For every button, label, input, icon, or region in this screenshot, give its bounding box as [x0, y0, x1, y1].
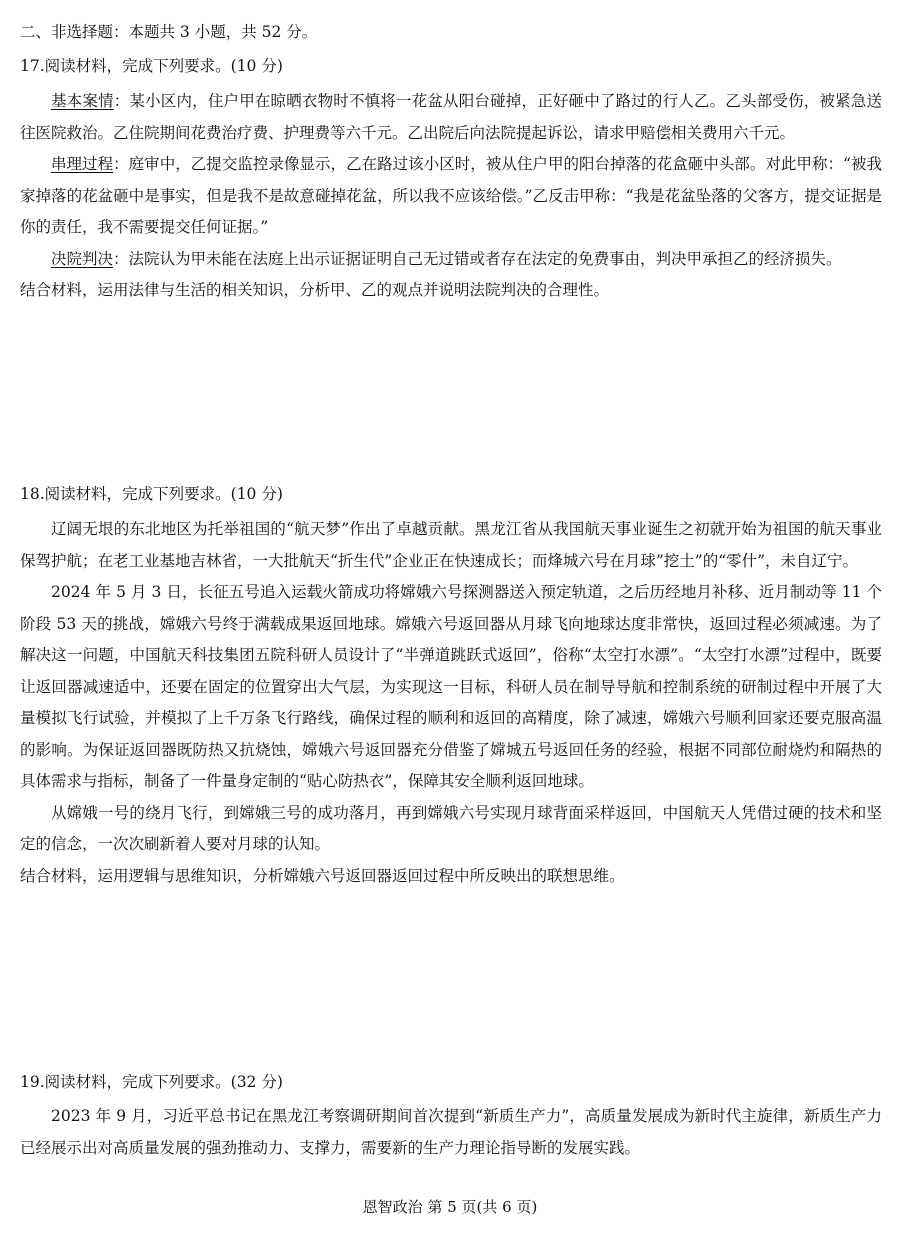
question-19-header: 19.阅读材料，完成下列要求。(32 分)	[20, 1073, 283, 1091]
q17-paragraph-case	[20, 86, 882, 149]
question-18-material	[20, 514, 882, 892]
question-19-material	[20, 1101, 882, 1164]
q17-paragraph-trial	[20, 149, 882, 244]
question-17-material	[20, 86, 882, 307]
section-header: 二、非选择题：本题共 3 小题，共 52 分。	[20, 23, 318, 41]
q18-paragraph-1: 辽阔无垠的东北地区为托举祖国的“航天梦”作出了卓越贡献。黑龙江省从我国航天事业诞生之初就开始为祖国的航天事业保驾护航；在老工业基地吉林省，一大批航天“折生代”企业正在快速成长；而烽城六号在月球”挖土”的“零什”，未自辽宁。	[20, 520, 882, 570]
q18-paragraph-2: 2024 年 5 月 3 日，长征五号追入运载火箭成功将嫦娥六号探测器送入预定轨道，之后历经地月补移、近月制动等 11 个阶段 53 天的挑战，嫦娥六号终于满载成果返回地球。嫦娥六号返回器从月球飞向地球达度非常快，返回过程必须减速。为了解决这一问题，中国航天科技集团五院科研人员设计了“半弹道跳跃式返回”，俗称“太空打水漂”。“太空打水漂”过程中，既要让返回器减速适中，还要在固定的位置穿出大气层，为实现这一目标，科研人员在制导导航和控制系统的研制过程中开展了大量模拟飞行试验，并模拟了上千万条飞行路线，确保过程的顺利和返回的高精度，除了减速，嫦娥六号顺利回家还要克服高温的影响。为保证返回器既防热又抗烧蚀，嫦娥六号返回器充分借鉴了嫦城五号返回任务的经验，根据不同部位耐烧灼和隔热的具体需求与指标，制备了一件量身定制的“贴心防热衣”，保障其安全顺利返回地球。	[20, 583, 882, 790]
q17-case-text: ：某小区内，住户甲在晾晒衣物时不慎将一花盆从阳台碰掉，正好砸中了路过的行人乙。乙头部受伤，被紧急送往医院救治。乙住院期间花费治疗费、护理费等六千元。乙出院后向法院提起诉讼，请求甲赔偿相关费用六千元。	[20, 92, 882, 142]
page-footer: 恩智政治 第 5 页(共 6 页)	[362, 1198, 538, 1216]
question-18-header: 18.阅读材料，完成下列要求。(10 分)	[20, 485, 283, 503]
q17-trial-text: ：庭审中，乙提交监控录像显示，乙在路过该小区时，被从住户甲的阳台掉落的花盒砸中头部。对此甲称：“被我家掉落的花盆砸中是事实，但是我不是故意碰掉花盆，所以我不应该给偿。”乙反击甲称：“我是花盆坠落的父客方，提交证据是你的责任，我不需要提交任何证据。”	[20, 155, 882, 236]
q18-task: 结合材料，运用逻辑与思维知识，分析嫦娥六号返回器返回过程中所反映出的联想思维。	[20, 866, 625, 885]
q17-judgment-text: ：法院认为甲未能在法庭上出示证据证明自己无过错或者存在法定的免费事由，判决甲承担乙的经济损失。	[113, 249, 842, 268]
q17-judgment-label: 决院判决	[51, 249, 114, 268]
q18-paragraph-3: 从嫦娥一号的绕月飞行，到嫦娥三号的成功落月，再到嫦娥六号实现月球背面采样返回，中国航天人凭借过硬的技术和坚定的信念，一次次刷新着人要对月球的认知。	[20, 803, 882, 853]
q17-paragraph-judgment	[20, 244, 882, 276]
q17-task: 结合材料，运用法律与生活的相关知识，分析甲、乙的观点并说明法院判决的合理性。	[20, 281, 610, 299]
q19-paragraph-1: 2023 年 9 月，习近平总书记在黑龙江考察调研期间首次提到“新质生产力”，高质量发展成为新时代主旋律，新质生产力已经展示出对高质量发展的强劲推动力、支撑力，需要新的生产力理论指导断的发展实践。	[20, 1107, 882, 1157]
q17-case-label: 基本案情	[51, 92, 114, 110]
q17-trial-label: 串理过程	[51, 155, 114, 173]
question-17-header: 17.阅读材料，完成下列要求。(10 分)	[20, 57, 283, 75]
